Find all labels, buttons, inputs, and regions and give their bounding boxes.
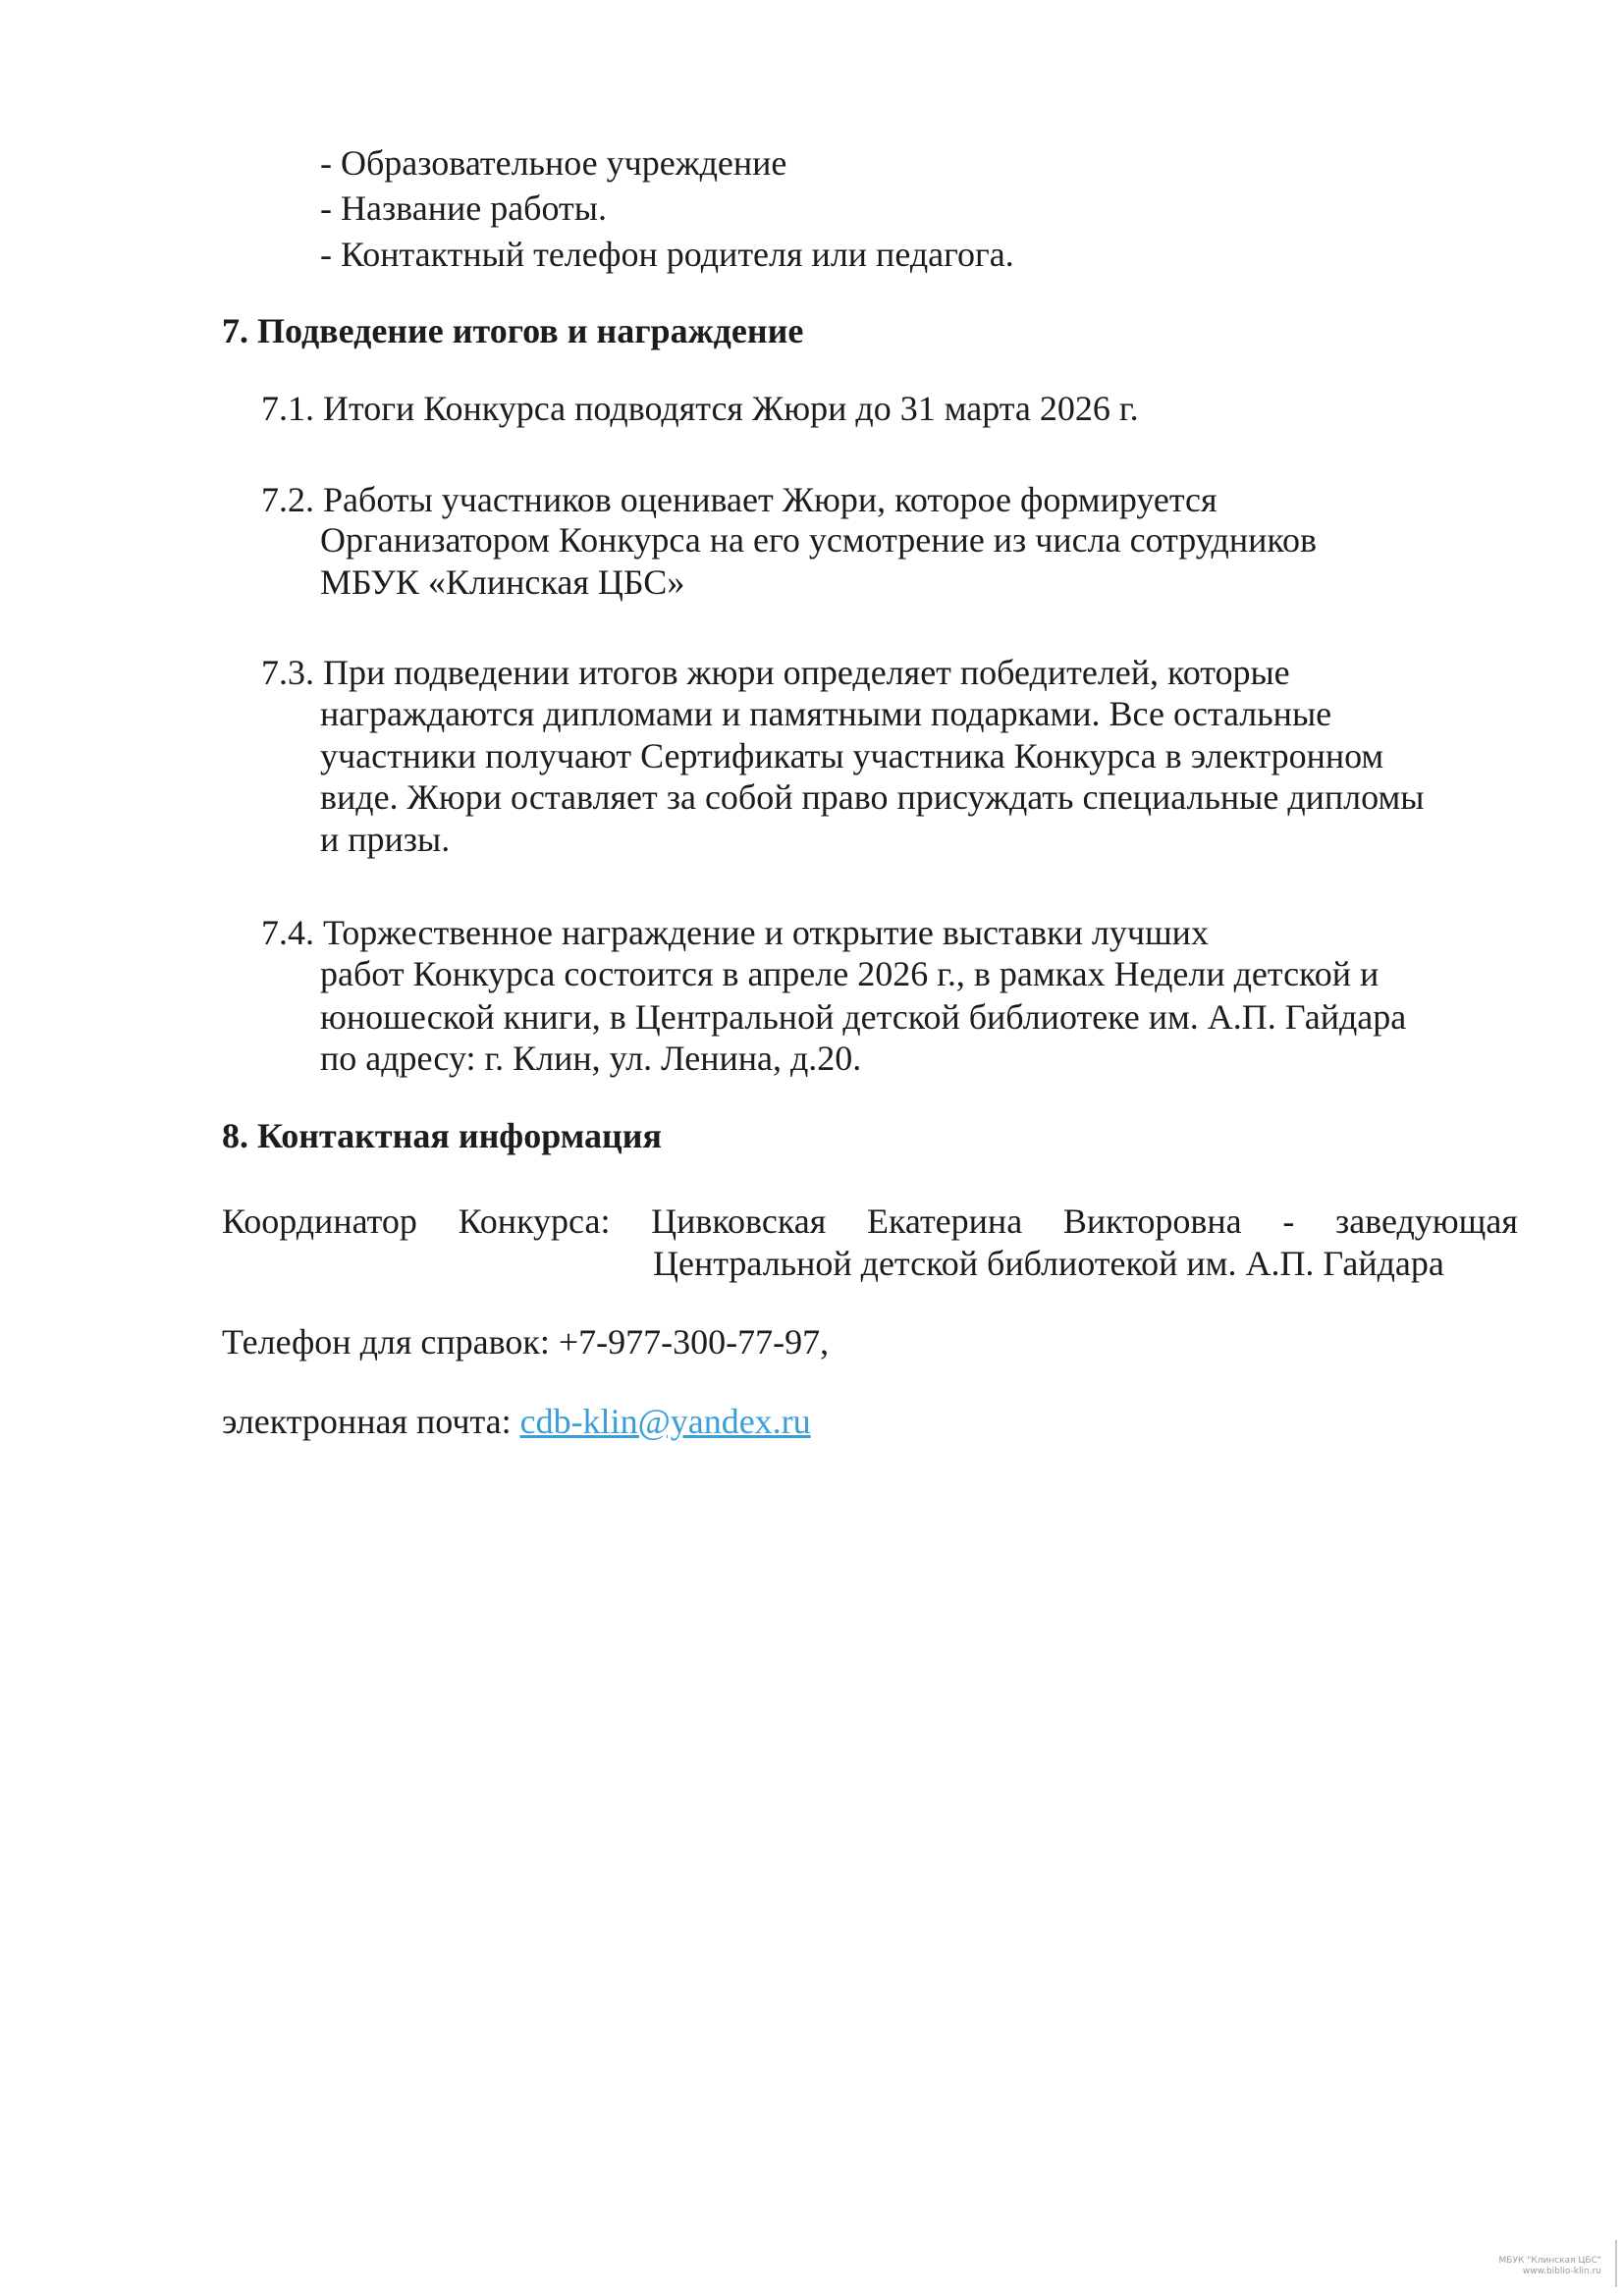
paragraph-7-2-line: МБУК «Клинская ЦБС» bbox=[320, 562, 685, 602]
paragraph-7-3-line: награждаются дипломами и памятными подарками. Все остальные bbox=[320, 694, 1332, 733]
list-item: - Образовательное учреждение bbox=[320, 143, 787, 183]
section-7-heading: 7. Подведение итогов и награждение bbox=[222, 311, 804, 350]
coordinator-line bbox=[222, 1201, 1518, 1241]
coordinator-word: Викторовна bbox=[1062, 1201, 1242, 1241]
paragraph-7-2-line: 7.2. Работы участников оценивает Жюри, которое формируется bbox=[261, 480, 1217, 519]
email-label: электронная почта: bbox=[222, 1402, 512, 1441]
email-link[interactable]: cdb-klin@yandex.ru bbox=[519, 1402, 811, 1441]
paragraph-7-4-line: работ Конкурса состоится в апреле 2026 г., в рамках Недели детской и bbox=[320, 954, 1380, 993]
list-item: - Контактный телефон родителя или педагога. bbox=[320, 235, 1014, 274]
watermark-site: www.biblio-klin.ru bbox=[1522, 2267, 1601, 2276]
paragraph-7-1: 7.1. Итоги Конкурса подводятся Жюри до 31 марта 2026 г. bbox=[261, 389, 1139, 428]
email-line bbox=[222, 1402, 811, 1441]
coordinator-word: Цивковская bbox=[651, 1201, 827, 1241]
paragraph-7-3-line: виде. Жюри оставляет за собой право присуждать специальные дипломы bbox=[320, 777, 1425, 817]
paragraph-7-3-line: участники получают Сертификаты участника Конкурса в электронном bbox=[320, 736, 1384, 775]
paragraph-7-4-line: 7.4. Торжественное награждение и открытие выставки лучших bbox=[261, 913, 1209, 952]
section-8-heading: 8. Контактная информация bbox=[222, 1116, 662, 1155]
paragraph-7-4-line: юношеской книги, в Центральной детской библиотеке им. А.П. Гайдара bbox=[320, 997, 1407, 1037]
coordinator-word: Координатор bbox=[222, 1201, 417, 1241]
paragraph-7-4-line: по адресу: г. Клин, ул. Ленина, д.20. bbox=[320, 1039, 862, 1078]
coordinator-word: Конкурса: bbox=[458, 1201, 611, 1241]
paragraph-7-3-line: 7.3. При подведении итогов жюри определяет победителей, которые bbox=[261, 653, 1290, 692]
coordinator-word: Екатерина bbox=[866, 1201, 1023, 1241]
coordinator-word: - bbox=[1282, 1201, 1295, 1241]
watermark-org: МБУК "Клинская ЦБС" bbox=[1498, 2256, 1601, 2266]
phone-line: Телефон для справок: +7-977-300-77-97, bbox=[222, 1322, 830, 1362]
scan-edge-mark bbox=[1615, 2240, 1617, 2287]
paragraph-7-2-line: Организатором Конкурса на его усмотрение из числа сотрудников bbox=[320, 520, 1318, 560]
list-item: - Название работы. bbox=[320, 188, 607, 228]
paragraph-7-3-line: и призы. bbox=[320, 820, 451, 859]
coordinator-line-2: Центральной детской библиотекой им. А.П. Гайдара bbox=[653, 1244, 1444, 1283]
coordinator-word: заведующая bbox=[1334, 1201, 1518, 1241]
